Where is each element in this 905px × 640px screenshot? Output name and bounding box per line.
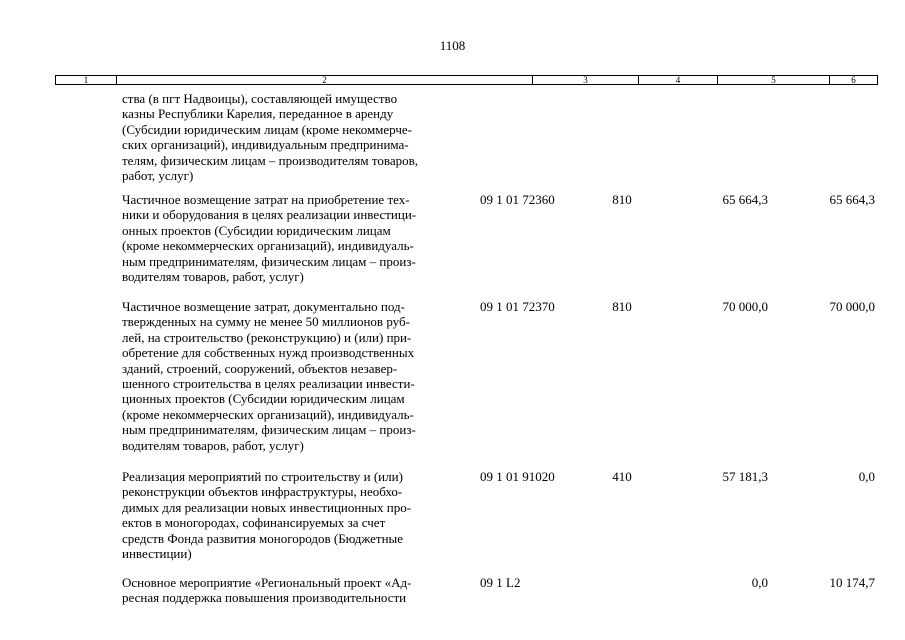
row-amount-col5: 65 664,3	[722, 192, 768, 207]
description-line: телям, физическим лицам – производителям товаров,	[122, 152, 418, 168]
page-number: 1108	[439, 38, 466, 53]
row-code: 09 1 01 72370	[480, 299, 555, 314]
column-header-4: 4	[638, 76, 717, 85]
description-line: ционных проектов (Субсидии юридическим лицам	[122, 391, 405, 407]
row-description	[122, 91, 472, 183]
row-code: 09 1 L2	[480, 575, 521, 590]
description-line: ских организаций), индивидуальным предпринима-	[122, 137, 409, 153]
row-amount-col6: 65 664,3	[829, 192, 875, 207]
description-line: шенного строительства в целях реализации инвести-	[122, 376, 415, 392]
description-line: обретение для собственных нужд производственных	[122, 345, 415, 361]
column-header-3: 3	[532, 76, 638, 85]
description-line: зданий, строений, сооружений, объектов незавер-	[122, 360, 398, 376]
description-line: лей, на строительство (реконструкцию) и (или) при-	[122, 329, 412, 345]
description-line: (Субсидии юридическим лицам (кроме некоммерче-	[122, 121, 412, 137]
row-amount-col5: 70 000,0	[722, 299, 768, 314]
description-line: ресная поддержка повышения производительности	[122, 590, 407, 606]
description-line: (кроме некоммерческих организаций), индивидуаль-	[122, 406, 414, 422]
description-line: ным предпринимателям, физическим лицам – произ-	[122, 253, 416, 269]
column-header-6: 6	[829, 76, 877, 85]
description-line: ства (в пгт Надвоицы), составляющей имущество	[122, 91, 398, 106]
description-line: реконструкции объектов инфраструктуры, необхо-	[122, 484, 403, 500]
column-header-5: 5	[717, 76, 829, 85]
row-code: 09 1 01 91020	[480, 469, 555, 484]
description-line: ектов в моногородах, софинансируемых за счет	[122, 515, 386, 531]
description-line: инвестиции)	[122, 546, 192, 562]
description-line: водителям товаров, работ, услуг)	[122, 437, 304, 453]
row-description	[122, 575, 472, 606]
row-amount-col6: 70 000,0	[829, 299, 875, 314]
row-description	[122, 192, 472, 284]
description-line: (кроме некоммерческих организаций), индивидуаль-	[122, 238, 414, 254]
row-amount-col6: 10 174,7	[829, 575, 875, 590]
description-line: Частичное возмещение затрат на приобретение тех-	[122, 192, 410, 207]
description-line: средств Фонда развития моногородов (Бюджетные	[122, 530, 404, 546]
description-line: ным предпринимателям, физическим лицам – произ-	[122, 422, 416, 438]
row-expense-type: 410	[612, 469, 632, 484]
description-line: ники и оборудования в целях реализации инвестици-	[122, 207, 417, 223]
column-header-2: 2	[116, 76, 532, 85]
row-amount-col5: 57 181,3	[722, 469, 768, 484]
row-description	[122, 469, 472, 561]
row-amount-col5: 0,0	[751, 575, 768, 590]
description-line: онных проектов (Субсидии юридическим лицам	[122, 222, 391, 238]
description-line: Частичное возмещение затрат, документально под-	[122, 299, 405, 314]
description-line: казны Республики Карелия, переданное в аренду	[122, 106, 394, 122]
description-line: димых для реализации новых инвестиционных про-	[122, 499, 412, 515]
description-line: Реализация мероприятий по строительству и (или)	[122, 469, 403, 484]
description-line: твержденных на сумму не менее 50 миллионов руб-	[122, 314, 410, 330]
description-line: работ, услуг)	[122, 168, 194, 184]
row-amount-col6: 0,0	[858, 469, 875, 484]
description-line: водителям товаров, работ, услуг)	[122, 269, 304, 285]
column-header-1: 1	[83, 75, 89, 85]
row-expense-type: 810	[612, 192, 632, 207]
description-line: Основное мероприятие «Региональный проект «Ад-	[122, 575, 412, 590]
row-expense-type: 810	[612, 299, 632, 314]
table-header-row	[55, 75, 878, 85]
row-description	[122, 299, 472, 453]
row-code: 09 1 01 72360	[480, 192, 555, 207]
